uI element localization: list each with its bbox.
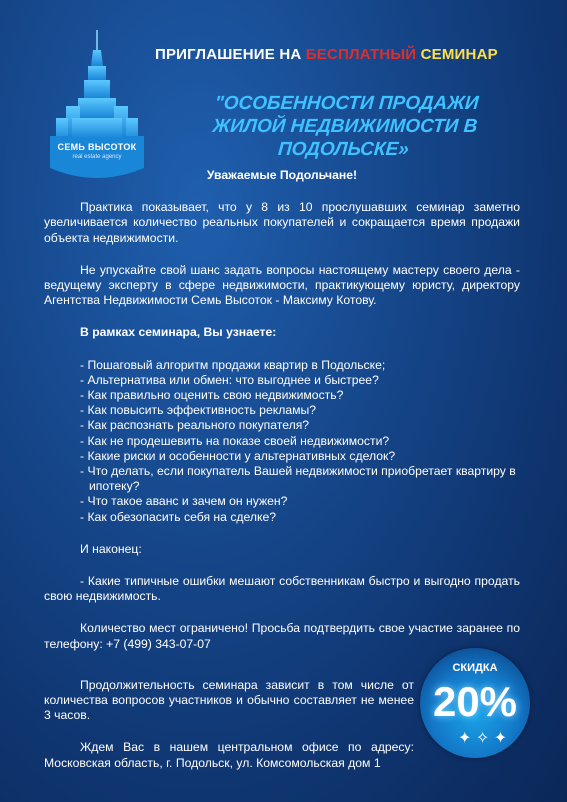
seminar-title: [148, 92, 543, 161]
list-item: - Альтернатива или обмен: что выгоднее и быстрее?: [80, 372, 379, 387]
sparkle-icon: ✦ ✧ ✦: [458, 730, 508, 747]
paragraph-address: Ждем Вас в нашем центральном офисе по адресу: Московская область, г. Подольск, ул. Комсомольская дом 1: [44, 740, 414, 770]
invite-suffix: СЕМИНАР: [416, 46, 498, 63]
tower-icon: [42, 28, 152, 188]
list-item: - Как повысить эффективность рекламы?: [80, 403, 317, 418]
discount-label: СКИДКА: [452, 662, 498, 674]
learn-heading: В рамках семинара, Вы узнаете:: [80, 325, 277, 340]
paragraph-mistakes: - Какие типичные ошибки мешают собственникам быстро и выгодно продать свою недвижимость.: [44, 574, 520, 604]
logo-name: СЕМЬ ВЫСОТОК: [57, 142, 137, 152]
list-item: - Пошаговый алгоритм продажи квартир в Подольске;: [80, 357, 386, 372]
list-item: - Что делать, если покупатель Вашей недвижимости приобретает квартиру в ипотеку?: [80, 464, 516, 494]
greeting: Уважаемые Подольчане!: [206, 168, 358, 182]
list-item: - Какие риски и особенности у альтернативных сделок?: [80, 448, 396, 463]
invite-prefix: ПРИГЛАШЕНИЕ НА: [155, 46, 306, 63]
invite-free: БЕСПЛАТНЫЙ: [305, 46, 417, 63]
discount-value: 20%: [432, 678, 518, 725]
list-item: - Как распознать реального покупателя?: [80, 418, 310, 433]
logo-subtitle: real estate agency: [72, 154, 122, 160]
list-item: - Как обезопасить себя на сделке?: [80, 509, 277, 524]
topic-list: [44, 358, 520, 525]
paragraph-intro: Практика показывает, что у 8 из 10 прослушавших семинар заметно увеличивается количество реальных покупателей и сокращается время продажи объекта недвижимости.: [44, 200, 520, 245]
seminar-title-line1: "ОСОБЕННОСТИ ПРОДАЖИ: [213, 93, 480, 114]
discount-badge: [420, 648, 530, 758]
list-item: - Как правильно оценить свою недвижимость?: [80, 388, 344, 403]
seminar-title-line2: ЖИЛОЙ НЕДВИЖИМОСТИ В ПОДОЛЬСКЕ»: [211, 116, 479, 160]
paragraph-expert: Не упускайте свой шанс задать вопросы настоящему мастеру своего дела - ведущему эксперту в сфере недвижимости, практикующему юристу, директору Агентства Недвижимости Семь Высоток - Максиму Котову.: [44, 262, 520, 308]
agency-logo: [42, 28, 152, 188]
list-item: - Что такое аванс и зачем он нужен?: [80, 494, 288, 509]
finally-label: И наконец:: [80, 541, 142, 556]
list-item: - Как не продешевить на показе своей недвижимости?: [80, 433, 390, 448]
paragraph-registration: Количество мест ограничено! Просьба подтвердить свое участие заранее по телефону: +7 (499) 343-07-07: [44, 621, 520, 651]
paragraph-duration: Продолжительность семинара зависит в том числе от количества вопросов участников и обычно составляет не менее 3 часов.: [44, 677, 414, 723]
invite-line: [155, 46, 535, 63]
